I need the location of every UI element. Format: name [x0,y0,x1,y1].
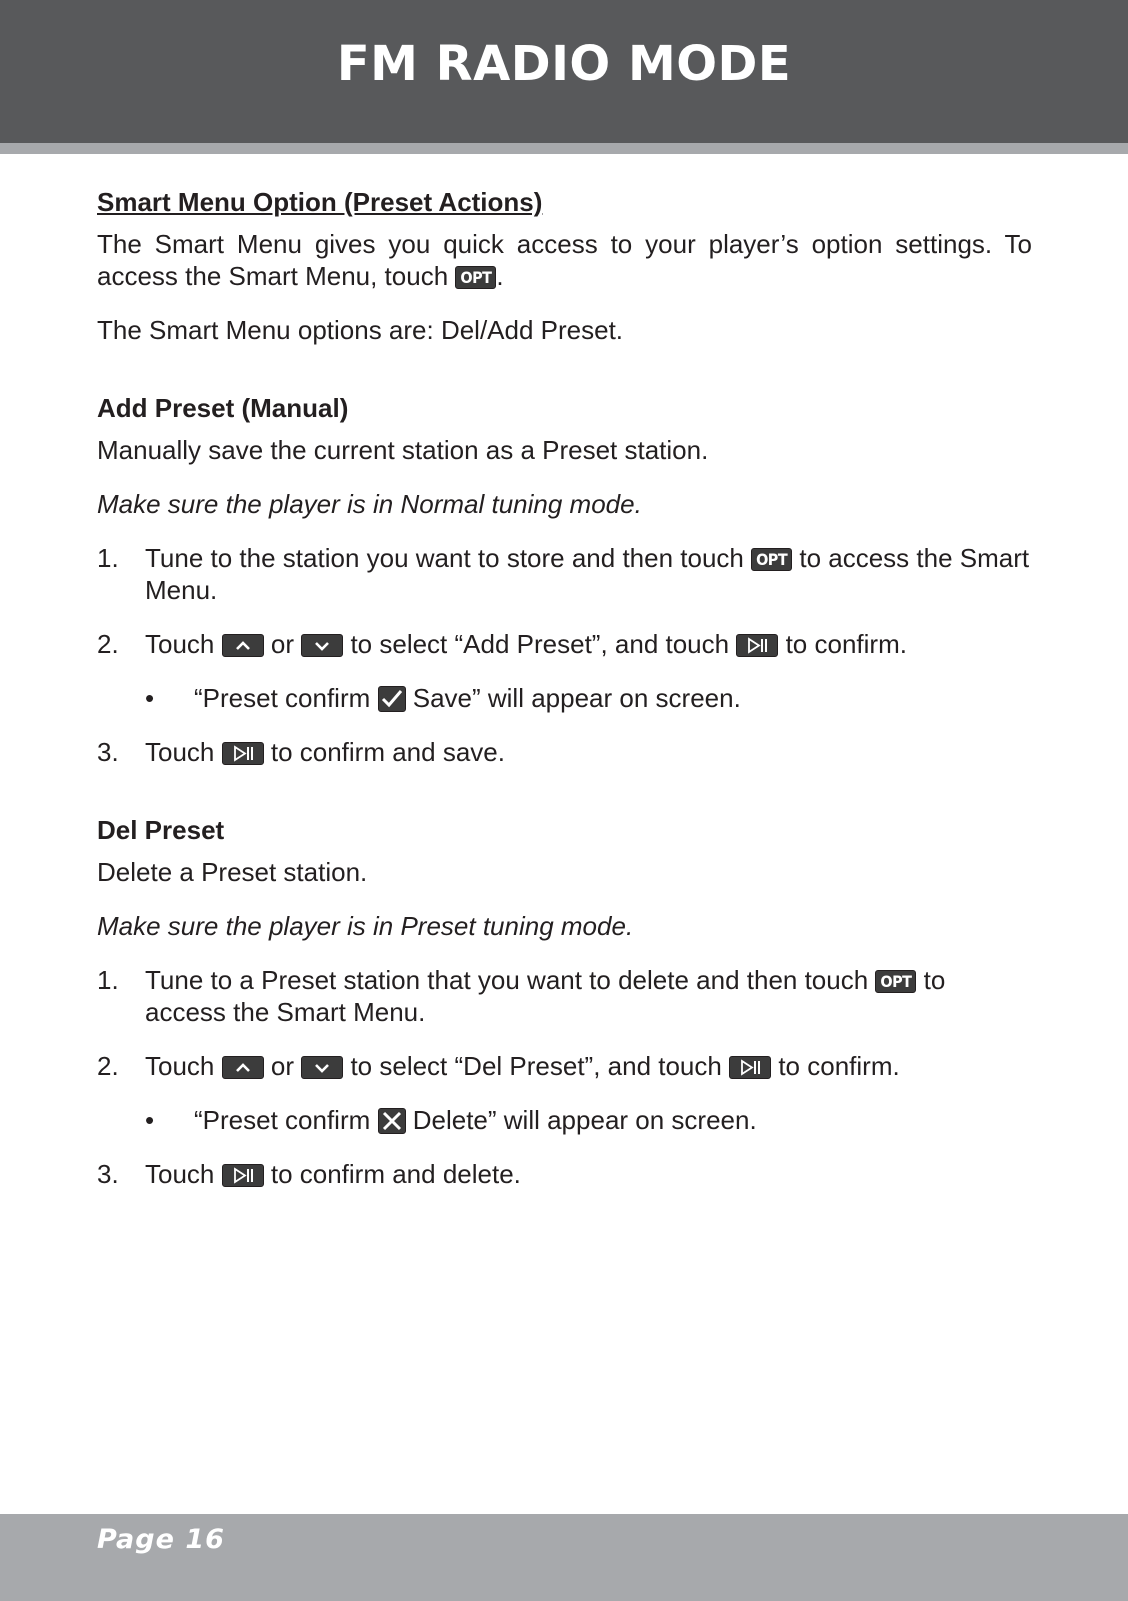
opt-button-icon: OPT [875,970,916,993]
down-arrow-icon [301,634,343,657]
page-header [0,0,1128,143]
cross-icon [378,1108,406,1134]
main-content [97,186,1032,1190]
up-arrow-icon [222,634,264,657]
play-pause-icon [736,634,778,657]
del-preset-step-3: 3. Touch to confirm and delete. [97,1159,521,1189]
del-preset-bullet: • “Preset confirm Delete” will appear on screen. [145,1105,757,1135]
header-divider [0,143,1128,154]
add-preset-heading: Add Preset (Manual) [97,393,349,423]
del-preset-note: Make sure the player is in Preset tuning mode. [97,911,634,941]
add-preset-description: Manually save the current station as a Preset station. [97,435,709,465]
down-arrow-icon [301,1056,343,1079]
add-preset-step-1: 1. Tune to the station you want to store and then touch OPT to access the Smart Menu. [97,543,1030,605]
play-pause-icon [729,1056,771,1079]
page-title: FM RADIO MODE [336,36,792,92]
play-pause-icon [222,742,264,765]
page-footer [0,1514,1128,1601]
del-preset-description: Delete a Preset station. [97,857,368,887]
smart-menu-heading: Smart Menu Option (Preset Actions) [97,187,543,217]
step-number: 2. [97,1051,119,1081]
add-preset-step-2: 2. Touch or to select “Add Preset”, and touch to confirm. [97,629,907,659]
smart-menu-intro: The Smart Menu gives you quick access to your player’s option settings. To access the Smart Menu, touch OPT . [97,229,1032,291]
step-number: 3. [97,1159,119,1189]
add-preset-note: Make sure the player is in Normal tuning mode. [97,489,642,519]
step-number: 1. [97,543,119,573]
up-arrow-icon [222,1056,264,1079]
page-number: Page 16 [97,1524,225,1555]
smart-menu-options-text: The Smart Menu options are: Del/Add Preset. [97,315,624,345]
step-number: 3. [97,737,119,767]
step-number: 1. [97,965,119,995]
checkmark-icon [378,686,406,712]
del-preset-step-2: 2. Touch or to select “Del Preset”, and touch to confirm. [97,1051,900,1081]
add-preset-step-3: 3. Touch to confirm and save. [97,737,505,767]
opt-button-icon: OPT [455,266,496,289]
add-preset-bullet: • “Preset confirm Save” will appear on screen. [145,683,741,713]
del-preset-step-1: 1. Tune to a Preset station that you want to delete and then touch OPT to access the Smart Menu. [97,965,946,1027]
del-preset-heading: Del Preset [97,815,225,845]
step-number: 2. [97,629,119,659]
opt-button-icon: OPT [751,548,792,571]
play-pause-icon [222,1164,264,1187]
